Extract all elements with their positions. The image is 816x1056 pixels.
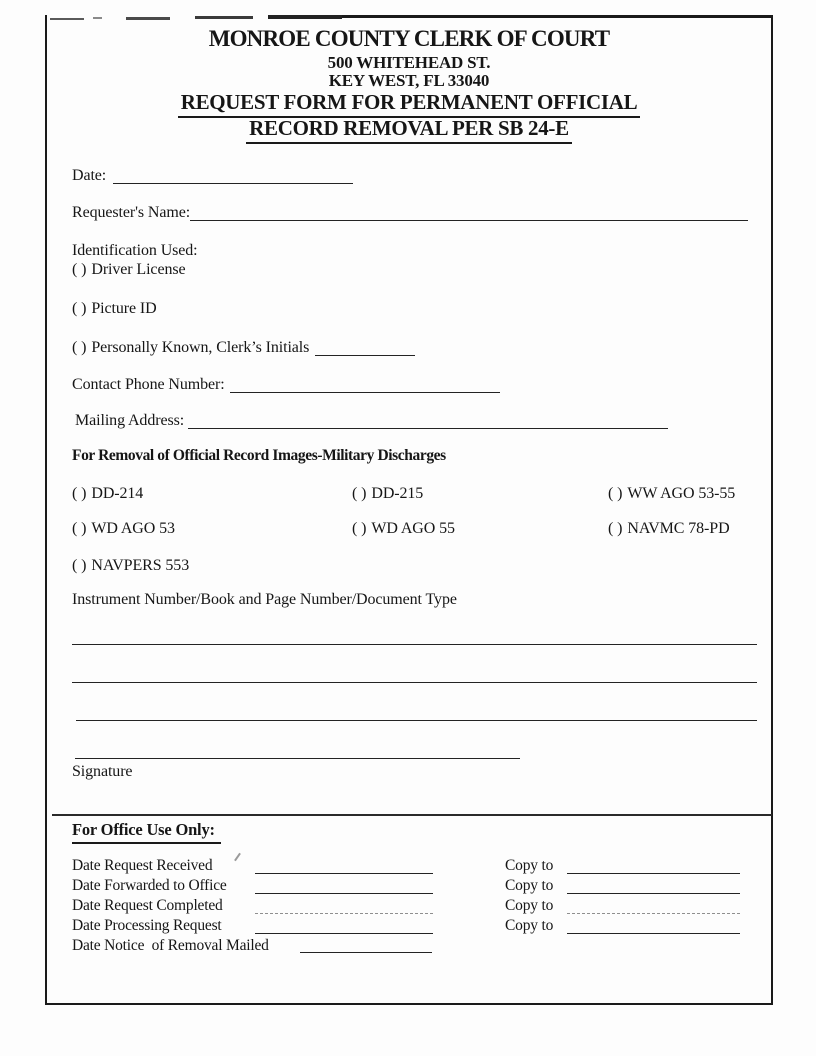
- checkbox-mark: ( ): [72, 485, 87, 502]
- checkbox-label: DD-214: [91, 485, 144, 502]
- checkbox-label: NAVPERS 553: [91, 557, 190, 574]
- copy-to-label: Copy to: [505, 917, 554, 934]
- checkbox-label: Driver License: [91, 261, 186, 278]
- checkbox-mark: ( ): [72, 300, 87, 317]
- scan-artifact: [126, 17, 170, 20]
- office-fill-line: [255, 873, 433, 874]
- scan-artifact: [195, 16, 253, 19]
- military-section-heading: For Removal of Official Record Images-Military Discharges: [72, 447, 446, 464]
- checkbox-label: WW AGO 53-55: [627, 485, 736, 502]
- checkbox-personally-known: [72, 339, 309, 357]
- street-address: 500 WHITEHEAD ST.: [327, 53, 491, 72]
- checkbox-wd-ago-53: [72, 520, 175, 538]
- form-title-line2: RECORD REMOVAL PER SB 24-E: [45, 116, 773, 144]
- office-row-label: Date Forwarded to Office: [72, 877, 227, 894]
- contact-phone-label: Contact Phone Number:: [72, 376, 225, 393]
- checkbox-label: WD AGO 53: [91, 520, 175, 537]
- signature-line: [75, 758, 520, 759]
- instrument-blank-line-3: [76, 720, 757, 721]
- copy-to-fill-line: [567, 933, 740, 934]
- checkbox-label: NAVMC 78-PD: [627, 520, 730, 537]
- copy-to-label: Copy to: [505, 897, 554, 914]
- office-row-label: Date Request Received: [72, 857, 213, 874]
- checkbox-navmc-78-pd: [608, 520, 730, 538]
- instrument-blank-line-1: [72, 644, 757, 645]
- checkbox-driver-license: [72, 261, 185, 279]
- checkbox-navpers-553: [72, 557, 189, 575]
- instrument-label: Instrument Number/Book and Page Number/Document Type: [72, 591, 457, 608]
- mailing-address-label: Mailing Address:: [75, 412, 185, 429]
- date-fill-line: [113, 183, 353, 184]
- office-row-label: Date Processing Request: [72, 917, 222, 934]
- checkbox-ww-ago-53-55: [608, 485, 735, 503]
- office-row-label: Date Request Completed: [72, 897, 223, 914]
- checkbox-label: Personally Known, Clerk’s Initials: [91, 339, 310, 356]
- office-row-label: Date Notice of Removal Mailed: [72, 937, 269, 954]
- scan-artifact: [268, 15, 342, 19]
- date-label: Date:: [72, 167, 107, 184]
- signature-label: Signature: [72, 763, 133, 780]
- office-use-heading: For Office Use Only:: [72, 820, 221, 844]
- office-fill-line: [255, 933, 433, 934]
- checkbox-wd-ago-55: [352, 520, 455, 538]
- copy-to-label: Copy to: [505, 857, 554, 874]
- checkbox-mark: ( ): [608, 485, 623, 502]
- checkbox-mark: ( ): [72, 339, 87, 356]
- office-fill-line: [255, 893, 433, 894]
- instrument-blank-line-2: [72, 682, 757, 683]
- copy-to-label: Copy to: [505, 877, 554, 894]
- requester-name-fill-line: [190, 220, 748, 221]
- checkbox-label: WD AGO 55: [371, 520, 455, 537]
- office-fill-line: [255, 913, 433, 914]
- checkbox-dd-214: [72, 485, 143, 503]
- form-title-line1: REQUEST FORM FOR PERMANENT OFFICIAL: [45, 90, 773, 118]
- identification-used-label: Identification Used:: [72, 242, 198, 259]
- office-fill-line: [300, 952, 432, 953]
- checkbox-picture-id: [72, 300, 157, 318]
- copy-to-fill-line: [567, 893, 740, 894]
- checkbox-label: DD-215: [371, 485, 424, 502]
- checkbox-mark: ( ): [72, 520, 87, 537]
- checkbox-mark: ( ): [72, 261, 87, 278]
- checkbox-mark: ( ): [352, 520, 367, 537]
- scan-artifact: [93, 17, 102, 19]
- scan-artifact: [50, 18, 84, 20]
- checkbox-mark: ( ): [608, 520, 623, 537]
- mailing-address-fill-line: [188, 428, 668, 429]
- checkbox-mark: ( ): [72, 557, 87, 574]
- checkbox-dd-215: [352, 485, 423, 503]
- copy-to-fill-line: [567, 913, 740, 914]
- requester-name-label: Requester's Name:: [72, 204, 191, 221]
- section-divider: [52, 814, 772, 816]
- contact-phone-fill-line: [230, 392, 500, 393]
- copy-to-fill-line: [567, 873, 740, 874]
- checkbox-mark: ( ): [352, 485, 367, 502]
- org-name: MONROE COUNTY CLERK OF COURT: [208, 26, 610, 51]
- checkbox-label: Picture ID: [91, 300, 157, 317]
- city-address: KEY WEST, FL 33040: [328, 71, 490, 90]
- clerks-initials-fill-line: [315, 355, 415, 356]
